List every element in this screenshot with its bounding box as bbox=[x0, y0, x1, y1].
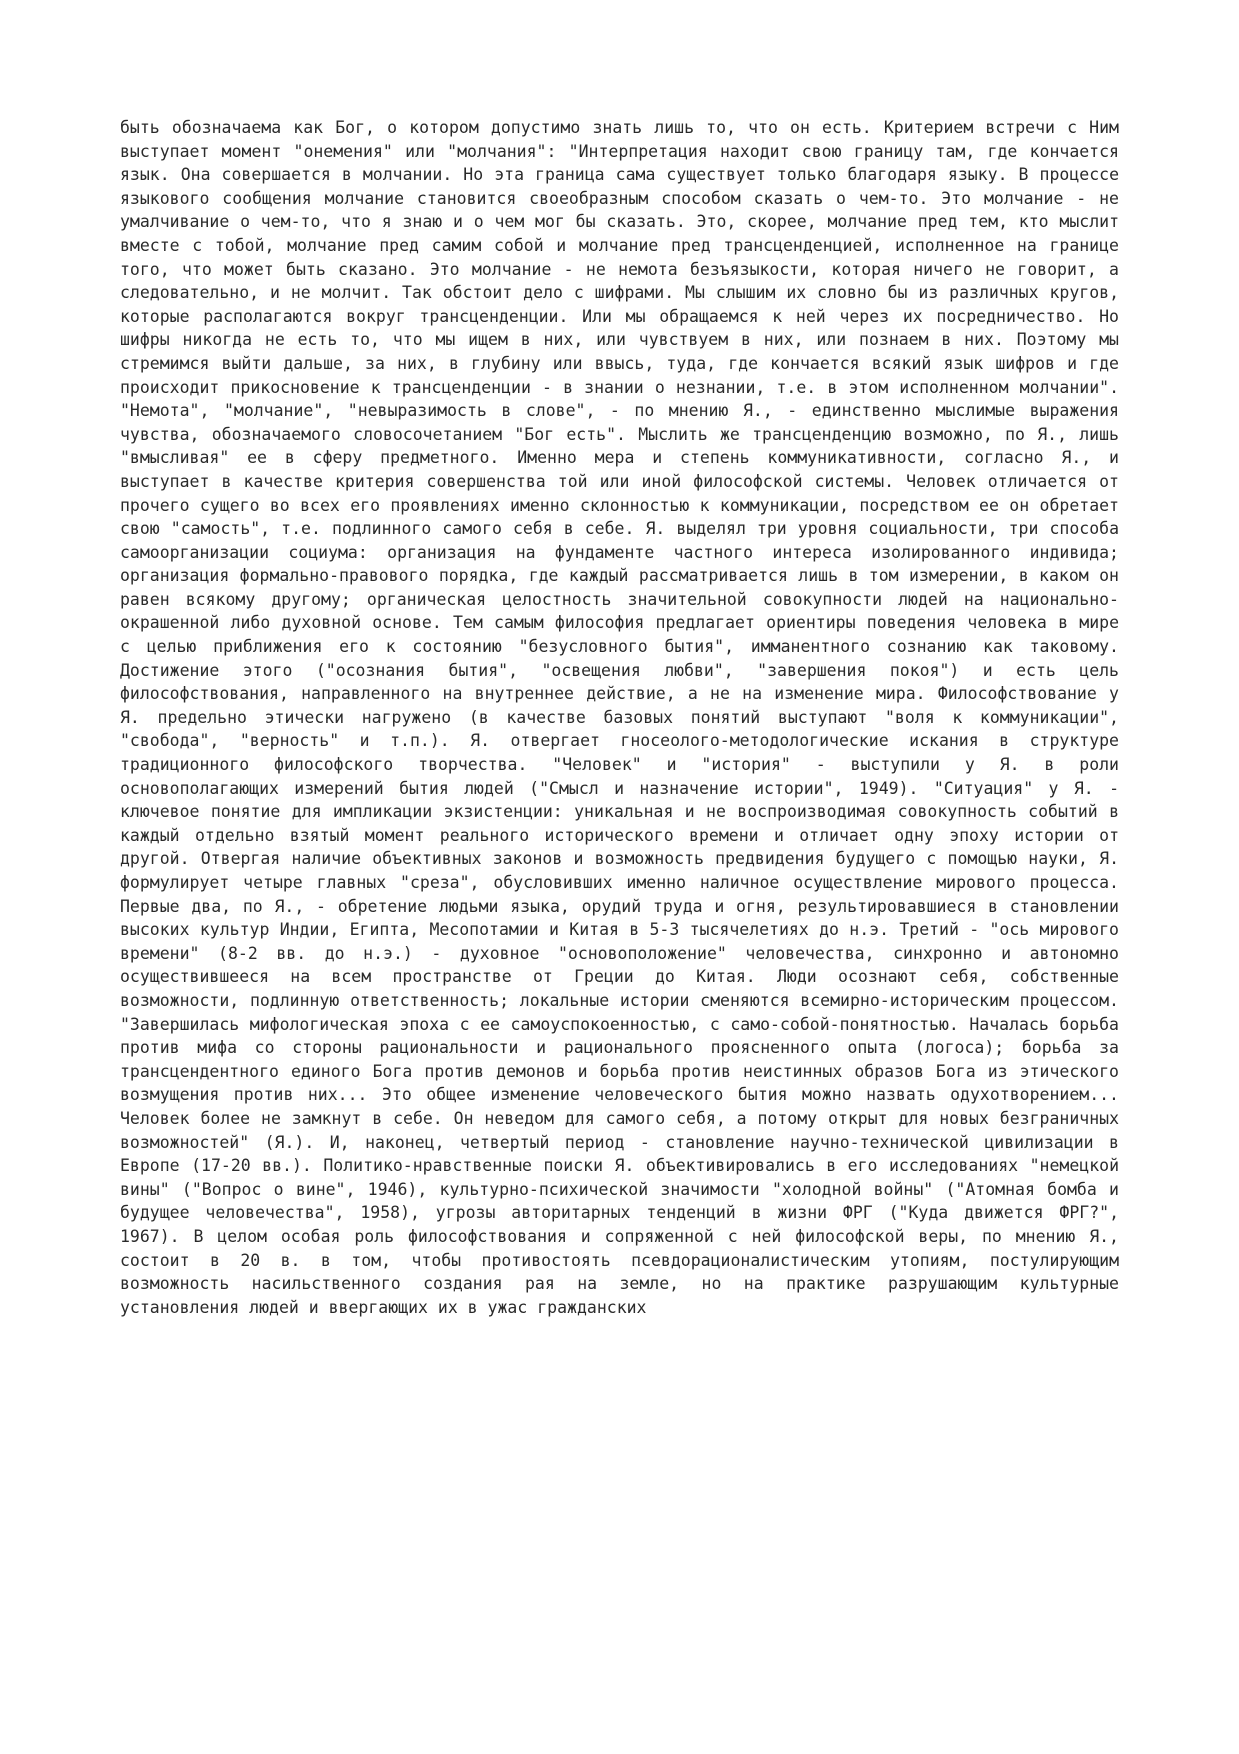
document-page bbox=[120, 116, 1119, 1319]
body-paragraph: быть обозначаема как Бог, о котором допустимо знать лишь то, что он есть. Критерием встречи с Ним выступает момент "онемения" или "молчания": "Интерпретация находит свою границу там, где кончается язык. Она совершается в молчании. Но эта граница сама существует только благодаря языку. В процессе языкового сообщения молчание становится своеобразным способом сказать о чем-то. Это молчание - не умалчивание о чем-то, что я знаю и о чем мог бы сказать. Это, скорее, молчание пред тем, кто мыслит вместе с тобой, молчание пред самим собой и молчание пред трансценденцией, исполненное на границе того, что может быть сказано. Это молчание - не немота безъязыкости, которая ничего не говорит, а следовательно, и не молчит. Так обстоит дело с шифрами. Мы слышим их словно бы из различных кругов, которые располагаются вокруг трансценденции. Или мы обращаемся к ней через их посредничество. Но шифры никогда не есть то, что мы ищем в них, или чувствуем в них, или познаем в них. Поэтому мы стремимся выйти дальше, за них, в глубину или ввысь, туда, где кончается всякий язык шифров и где происходит прикосновение к трансценденции - в знании о незнании, т.е. в этом исполненном молчании". "Немота", "молчание", "невыразимость в слове", - по мнению Я., - единственно мыслимые выражения чувства, обозначаемого словосочетанием "Бог есть". Мыслить же трансценденцию возможно, по Я., лишь "вмысливая" ее в сферу предметного. Именно мера и степень коммуникативности, согласно Я., и выступает в качестве критерия совершенства той или иной философской системы. Человек отличается от прочего сущего во всех его проявлениях именно склонностью к коммуникации, посредством ее он обретает свою "самость", т.е. подлинного самого себя в себе. Я. выделял три уровня социальности, три способа самоорганизации социума: организация на фундаменте частного интереса изолированного индивида; организация формально-правового порядка, где каждый рассматривается лишь в том измерении, в каком он равен всякому другому; органическая целостность значительной совокупности людей на национально-окрашенной либо духовной основе. Тем самым философия предлагает ориентиры поведения человека в мире с целью приближения его к состоянию "безусловного бытия", имманентного сознанию как таковому. Достижение этого ("осознания бытия", "освещения любви", "завершения покоя") и есть цель философствования, направленного на внутреннее действие, а не на изменение мира. Философствование у Я. предельно этически нагружено (в качестве базовых понятий выступают "воля к коммуникации", "свобода", "верность" и т.п.). Я. отвергает гносеолого-методологические искания в структуре традиционного философского творчества. "Человек" и "история" - выступили у Я. в роли основополагающих измерений бытия людей ("Смысл и назначение истории", 1949). "Ситуация" у Я. - ключевое понятие для импликации экзистенции: уникальная и не воспроизводимая совокупность событий в каждый отдельно взятый момент реального исторического времени и отличает одну эпоху истории от другой. Отвергая наличие объективных законов и возможность предвидения будущего с помощью науки, Я. формулирует четыре главных "среза", обусловивших именно наличное осуществление мирового процесса. Первые два, по Я., - обретение людьми языка, орудий труда и огня, результировавшиеся в становлении высоких культур Индии, Египта, Месопотамии и Китая в 5-3 тысячелетиях до н.э. Третий - "ось мирового времени" (8-2 вв. до н.э.) - духовное "основоположение" человечества, синхронно и автономно осуществившееся на всем пространстве от Греции до Китая. Люди осознают себя, собственные возможности, подлинную ответственность; локальные истории сменяются всемирно-историческим процессом. "Завершилась мифологическая эпоха с ее самоуспокоенностью, с само-собой-понятностью. Началась борьба против мифа со стороны рациональности и рационального проясненного опыта (логоса); борьба за трансцендентного единого Бога против демонов и борьба против неистинных образов Бога из этического возмущения против них... Это общее изменение человеческого бытия можно назвать одухотворением... Человек более не замкнут в себе. Он неведом для самого себя, а потому открыт для новых безграничных возможностей" (Я.). И, наконец, четвертый период - становление научно-технической цивилизации в Европе (17-20 вв.). Политико-нравственные поиски Я. объективировались в его исследованиях "немецкой вины" ("Вопрос о вине", 1946), культурно-психической значимости "холодной войны" ("Атомная бомба и будущее человечества", 1958), угрозы авторитарных тенденций в жизни ФРГ ("Куда движется ФРГ?", 1967). В целом особая роль философствования и сопряженной с ней философской веры, по мнению Я., состоит в 20 в. в том, чтобы противостоять псевдорационалистическим утопиям, постулирующим возможность насильственного создания рая на земле, но на практике разрушающим культурные установления людей и ввергающих их в ужас гражданских bbox=[120, 118, 1119, 1317]
